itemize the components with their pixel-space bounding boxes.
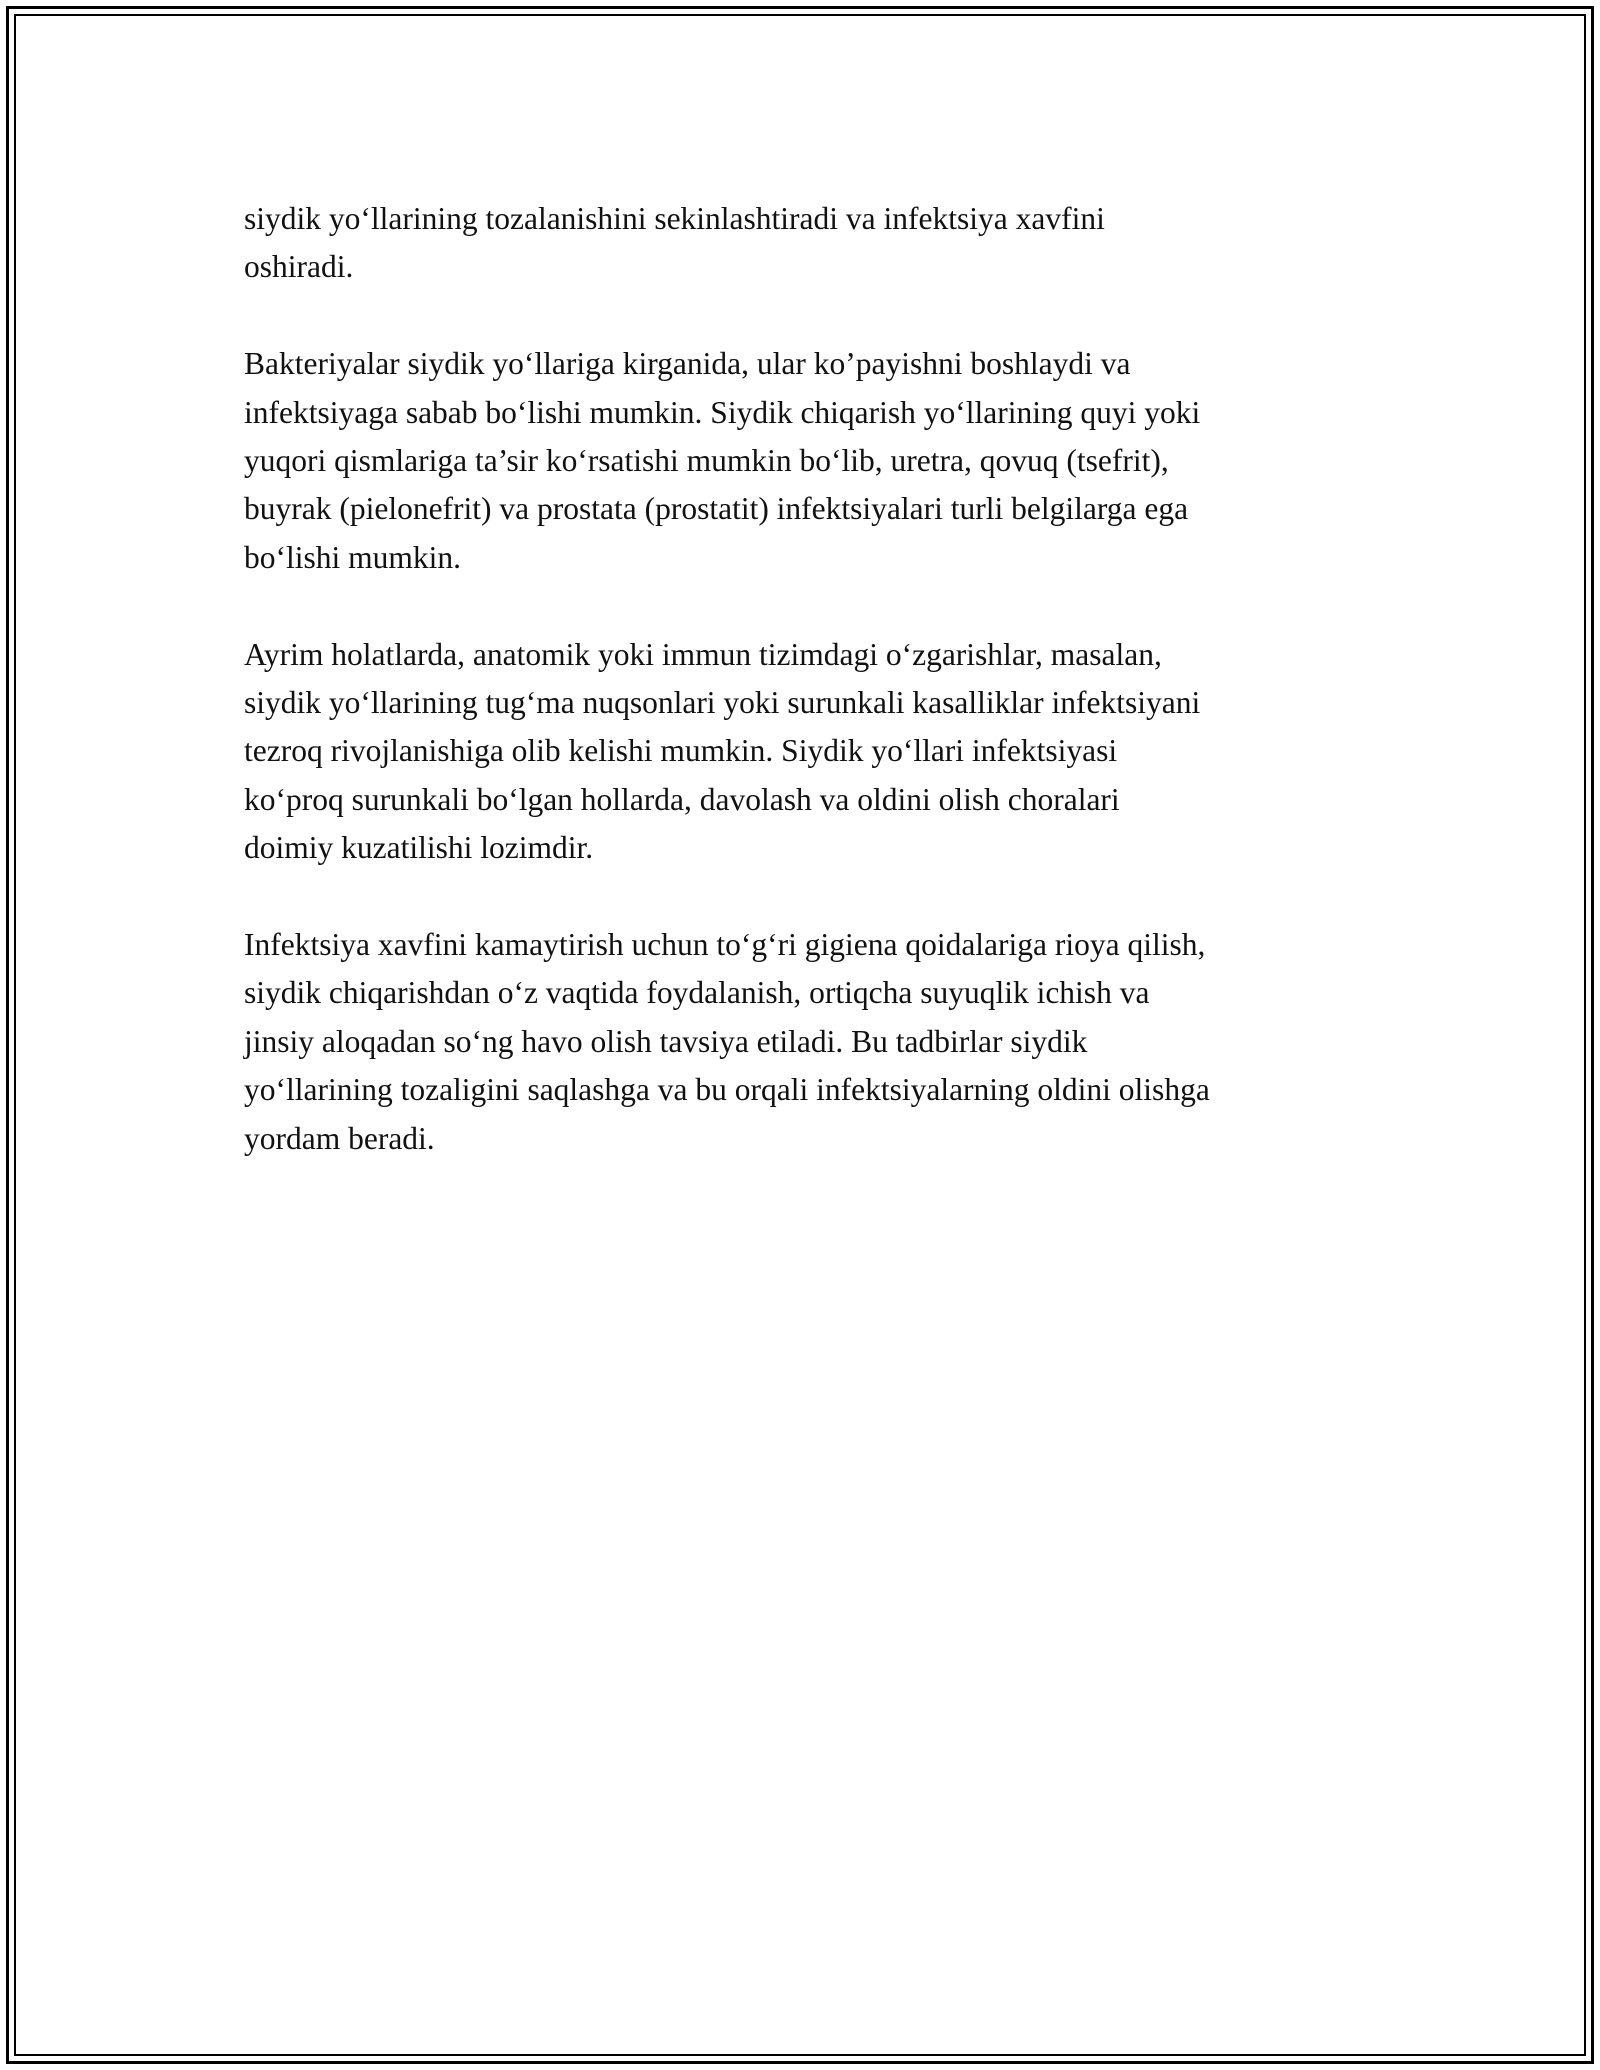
text-line: bo‘lishi mumkin. bbox=[244, 539, 462, 575]
text-line: jinsiy aloqadan so‘ng havo olish tavsiya etiladi. Bu tadbirlar siydik bbox=[244, 1023, 1088, 1059]
text-line: yordam beradi. bbox=[244, 1120, 435, 1156]
text-line: yo‘llarining tozaligini saqlashga va bu orqali infektsiyalarning oldini olishga bbox=[244, 1072, 1210, 1108]
paragraph-4 bbox=[244, 921, 1394, 1163]
text-line: siydik chiqarishdan o‘z vaqtida foydalanish, ortiqcha suyuqlik ichish va bbox=[244, 975, 1150, 1011]
text-line: tezroq rivojlanishiga olib kelishi mumkin. Siydik yo‘llari infektsiyasi bbox=[244, 733, 1118, 769]
text-line: ko‘proq surunkali bo‘lgan hollarda, davolash va oldini olish choralari bbox=[244, 781, 1120, 817]
text-line: Ayrim holatlarda, anatomik yoki immun tizimdagi o‘zgarishlar, masalan, bbox=[244, 636, 1162, 672]
text-line: Bakteriyalar siydik yo‘llariga kirganida, ular ko’payishni boshlaydi va bbox=[244, 346, 1131, 382]
text-line: Infektsiya xavfini kamaytirish uchun to‘g‘ri gigiena qoidalariga rioya qilish, bbox=[244, 927, 1206, 963]
document-body bbox=[244, 195, 1394, 1211]
paragraph-3 bbox=[244, 631, 1394, 873]
page-border bbox=[6, 6, 1594, 2064]
text-line: siydik yo‘llarining tug‘ma nuqsonlari yoki surunkali kasalliklar infektsiyani bbox=[244, 685, 1201, 721]
text-line: siydik yo‘llarining tozalanishini sekinlashtiradi va infektsiya xavfini bbox=[244, 201, 1105, 236]
text-line: doimiy kuzatilishi lozimdir. bbox=[244, 830, 594, 866]
paragraph-2 bbox=[244, 340, 1394, 582]
paragraph-1 bbox=[244, 195, 1394, 292]
text-line: oshiradi. bbox=[244, 249, 354, 285]
text-line: infektsiyaga sabab bo‘lishi mumkin. Siydik chiqarish yo‘llarining quyi yoki bbox=[244, 394, 1201, 430]
text-line: buyrak (pielonefrit) va prostata (prostatit) infektsiyalari turli belgilarga ega bbox=[244, 491, 1189, 527]
text-line: yuqori qismlariga ta’sir ko‘rsatishi mumkin bo‘lib, uretra, qovuq (tsefrit), bbox=[244, 443, 1169, 479]
